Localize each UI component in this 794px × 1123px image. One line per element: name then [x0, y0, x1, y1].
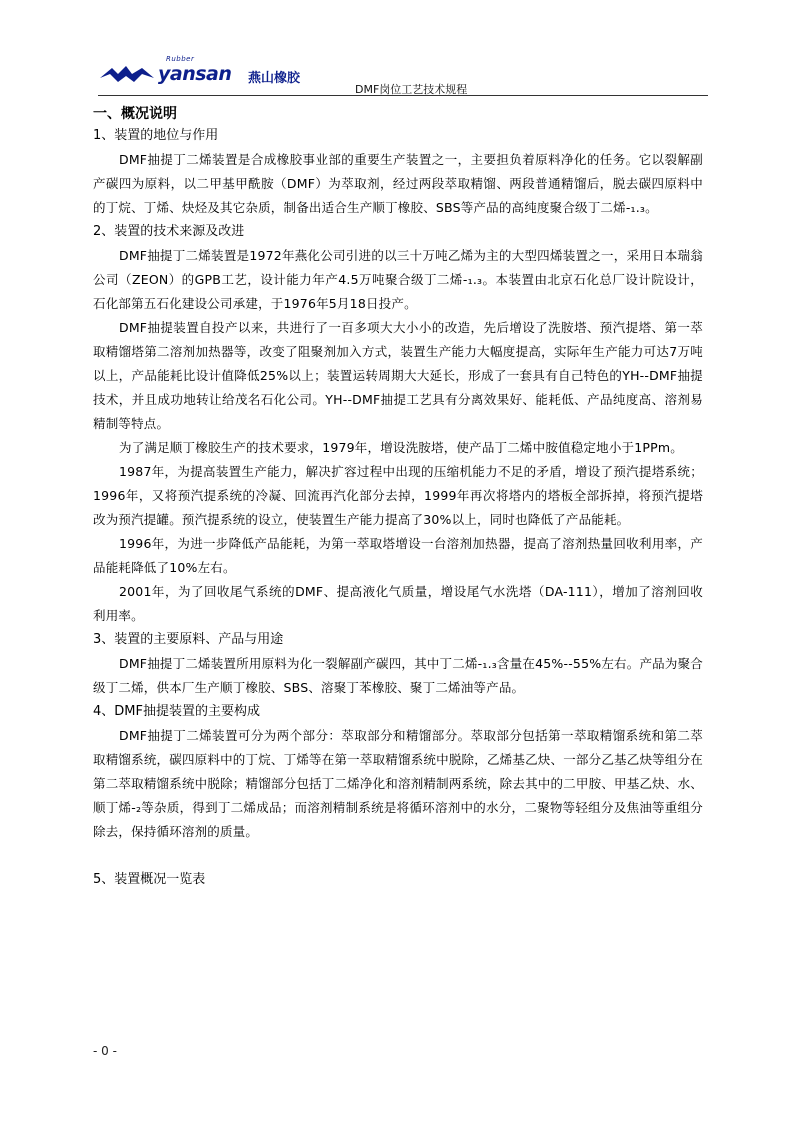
paragraph: DMF抽提丁二烯装置是合成橡胶事业部的重要生产装置之一，主要担负着原料净化的任务。它以裂解副产碳四为原料，以二甲基甲酰胺（DMF）为萃取剂，经过两段萃取精馏、两段普通精馏后，脱去碳四原料中的丁烷、丁烯、炔烃及其它杂质，制备出适合生产顺丁橡胶、SBS等产品的高纯度聚合级丁二烯-₁.₃。 [93, 152, 703, 215]
paragraph: DMF抽提丁二烯装置是1972年燕化公司引进的以三十万吨乙烯为主的大型四烯装置之一，采用日本瑞翁公司（ZEON）的GPB工艺，设计能力年产4.5万吨聚合级丁二烯-₁.₃。本装置由北京石化总厂设计院设计，石化部第五石化建设公司承建，于1976年5月18日投产。 [93, 248, 703, 311]
paragraph: DMF抽提装置自投产以来，共进行了一百多项大大小小的改造，先后增设了洗胺塔、预汽提塔、第一萃取精馏塔第二溶剂加热器等，改变了阻聚剂加入方式，装置生产能力大幅度提高，实际年生产能力可达7万吨以上，产品能耗比设计值降低25%以上；装置运转周期大大延长，形成了一套具有自己特色的YH--DMF抽提技术，并且成功地转让给茂名石化公司。YH--DMF抽提工艺具有分离效果好、能耗低、产品纯度高、溶剂易精制等特点。 [93, 320, 703, 431]
paragraph: DMF抽提丁二烯装置可分为两个部分：萃取部分和精馏部分。萃取部分包括第一萃取精馏系统和第二萃取精馏系统，碳四原料中的丁烷、丁烯等在第一萃取精馏系统中脱除，乙烯基乙炔、一部分乙基乙炔等组分在第二萃取精馏系统中脱除；精馏部分包括丁二烯净化和溶剂精制两系统，除去其中的二甲胺、甲基乙炔、水、顺丁烯-₂等杂质，得到丁二烯成品；而溶剂精制系统是将循环溶剂中的水分，二聚物等轻组分及焦油等重组分除去，保持循环溶剂的质量。 [93, 728, 703, 839]
section-heading: 一、概况说明 [93, 106, 177, 122]
paragraph: 1996年，为进一步降低产品能耗，为第一萃取塔增设一台溶剂加热器，提高了溶剂热量回收利用率，产品能耗降低了10%左右。 [93, 536, 703, 575]
page-header [98, 55, 718, 98]
logo-wordmark: yansan [158, 63, 232, 85]
paragraph: 2001年，为了回收尾气系统的DMF、提高液化气质量，增设尾气水洗塔（DA-111），增加了溶剂回收利用率。 [93, 584, 703, 623]
subsection-heading-5: 5、装置概况一览表 [93, 872, 206, 887]
subsection-heading-4: 4、DMF抽提装置的主要构成 [93, 704, 260, 719]
company-logo [98, 55, 318, 92]
subsection-heading-1: 1、装置的地位与作用 [93, 128, 219, 143]
paragraph: 为了满足顺丁橡胶生产的技术要求，1979年，增设洗胺塔，使产品丁二烯中胺值稳定地小于1PPm。 [119, 440, 683, 455]
document-body [93, 104, 703, 892]
spacer [93, 844, 703, 868]
page-number: - 0 - [93, 1044, 117, 1058]
logo-chinese-name: 燕山橡胶 [248, 71, 301, 86]
logo-rubber-text: Rubber [166, 55, 195, 63]
subsection-heading-3: 3、装置的主要原料、产品与用途 [93, 632, 284, 647]
paragraph: 1987年，为提高装置生产能力，解决扩容过程中出现的压缩机能力不足的矛盾，增设了预汽提塔系统；1996年，又将预汽提系统的冷凝、回流再汽化部分去掉，1999年再次将塔内的塔板全部拆掉，将预汽提塔改为预汽提罐。预汽提系统的设立，使装置生产能力提高了30%以上，同时也降低了产品能耗。 [93, 464, 703, 527]
header-divider [98, 95, 708, 96]
paragraph: DMF抽提丁二烯装置所用原料为化一裂解副产碳四，其中丁二烯-₁.₃含量在45%--55%左右。产品为聚合级丁二烯，供本厂生产顺丁橡胶、SBS、溶聚丁苯橡胶、聚丁二烯油等产品。 [93, 656, 703, 695]
swallow-logo-icon [98, 64, 156, 86]
document-title: DMF岗位工艺技术规程 [355, 83, 468, 96]
subsection-heading-2: 2、装置的技术来源及改进 [93, 224, 245, 239]
